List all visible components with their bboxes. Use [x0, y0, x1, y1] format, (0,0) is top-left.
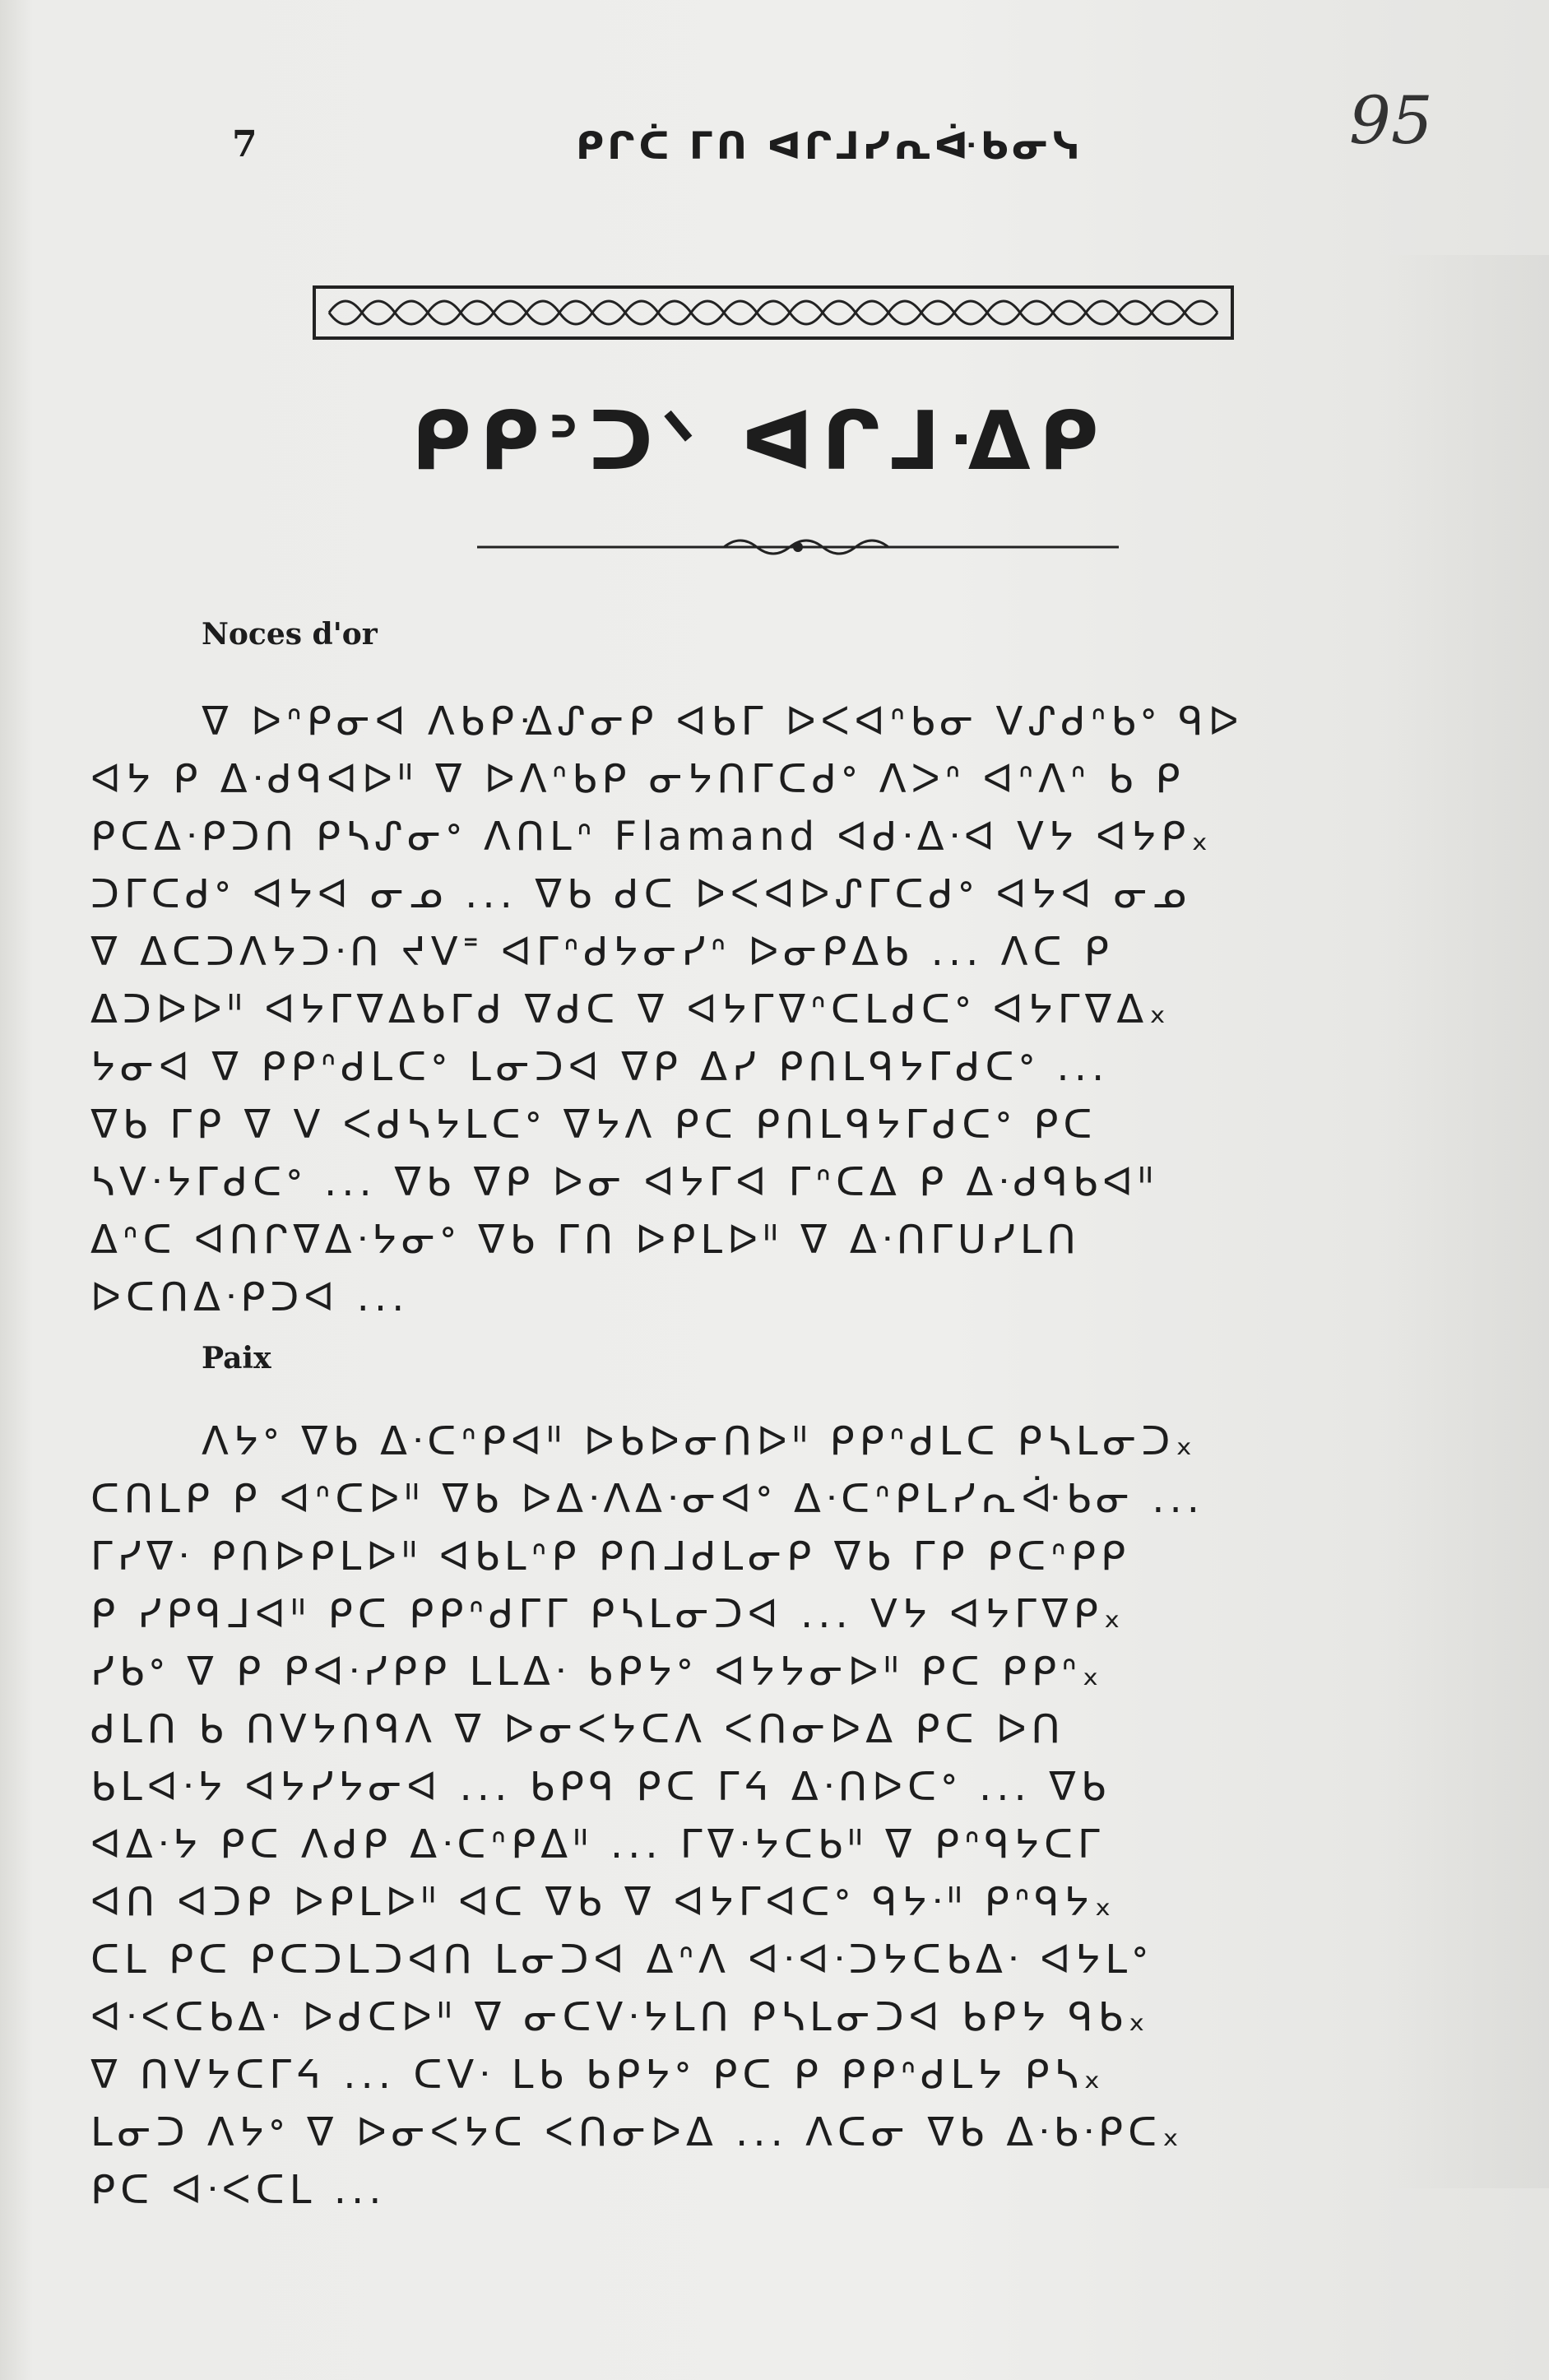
- paragraph-line: ᔭᓂᐊ ᐁ ᑭᑭᐢᑯᒪᑕᐤ ᒪᓂᑐᐊ ᐁᑭ ᐃᓯ ᑭᑎᒪᑫᔭᒥᑯᑕᐤ ...: [90, 1044, 1110, 1090]
- paragraph-line: ᐁ ᐃᑕᑐᐱᔭᑐᐧᑎ ᔪᐯᙾ ᐊᒥᐢᑯᔭᓂᓯᐢ ᐅᓂᑭᐃᑲ ... ᐱᑕ ᑭ: [90, 929, 1114, 975]
- handwritten-page-number: 95: [1349, 82, 1433, 159]
- paragraph-line: ᐱᔭᐤ ᐁᑲ ᐃᐧᑕᐢᑭᐊᐦ ᐅᑲᐅᓂᑎᐅᐦ ᑭᑭᐢᑯᒪᑕ ᑭᓴᒪᓂᑐ᙮: [202, 1418, 1198, 1464]
- decorative-ornament-band: [313, 284, 1234, 341]
- paragraph-line: ᑲᒪᐊᐧᔭ ᐊᔭᓯᔭᓂᐊ ... ᑲᑭᑫ ᑭᑕ ᒥᔦ ᐃᐧᑎᐅᑕᐤ ... ᐁᑲ: [90, 1764, 1111, 1810]
- paragraph-line: ᑐᒥᑕᑯᐤ ᐊᔭᐊ ᓂᓄ ... ᐁᑲ ᑯᑕ ᐅᐸᐊᐅᔑᒥᑕᑯᐤ ᐊᔭᐊ ᓂᓄ: [90, 871, 1191, 917]
- paragraph-line: ᓯᑲᐤ ᐁ ᑭ ᑭᐊᐧᓯᑭᑭ ᒪᒪᐃᐧ ᑲᑭᔭᐤ ᐊᔭᔭᓂᐅᐦ ᑭᑕ ᑭᑭᐢ᙮: [90, 1649, 1105, 1695]
- paragraph-line: ᑯᒪᑎ ᑲ ᑎᐯᔭᑎᑫᐱ ᐁ ᐅᓂᐸᔭᑕᐱ ᐸᑎᓂᐅᐃ ᑭᑕ ᐅᑎ: [90, 1706, 1065, 1752]
- paragraph-line: ᑭᑕᐃᐧᑭᑐᑎ ᑭᓴᔑᓂᐤ ᐱᑎᒪᐢ Flamand ᐊᑯᐧᐃᐧᐊ ᐯᔭ ᐊᔭᑭ᙮: [90, 814, 1213, 860]
- paragraph-line: ᑭᑕ ᐊᐧᐸᑕᒪ ...: [90, 2167, 387, 2213]
- paragraph-line: ᐊᔭ ᑭ ᐃᐧᑯᑫᐊᐅᐦ ᐁ ᐅᐱᐢᑲᑭ ᓂᔭᑎᒥᑕᑯᐤ ᐱᐳᐢ ᐊᐢᐱᐢ ᑲ ᑭ: [90, 756, 1185, 802]
- paragraph-line: ᐁ ᐅᐢᑭᓂᐊ ᐱᑲᑭᐎᔑᓂᑭ ᐊᑲᒥ ᐅᐸᐊᐢᑲᓂ ᐯᔑᑯᐢᑲᐤ ᑫᐅ: [202, 698, 1244, 745]
- paragraph-line: ᒪᓂᑐ ᐱᔭᐤ ᐁ ᐅᓂᐸᔭᑕ ᐸᑎᓂᐅᐃ ... ᐱᑕᓂ ᐁᑲ ᐃᐧᑲᐧᑭᑕ᙮: [90, 2109, 1185, 2155]
- paragraph-line: ᐃᑐᐅᐅᐦ ᐊᔭᒥᐁᐃᑲᒥᑯ ᐁᑯᑕ ᐁ ᐊᔭᒥᐁᐢᑕᒪᑯᑕᐤ ᐊᔭᒥᐁᐃ᙮: [90, 986, 1171, 1032]
- paragraph-line: ᐊᐃᐧᔭ ᑭᑕ ᐱᑯᑭ ᐃᐧᑕᐢᑭᐃᐦ ... ᒥᐁᐧᔭᑕᑲᐦ ᐁ ᑭᐢᑫᔭᑕᒥ: [90, 1821, 1105, 1867]
- paragraph-line: ᐊᑎ ᐊᑐᑭ ᐅᑭᒪᐅᐦ ᐊᑕ ᐁᑲ ᐁ ᐊᔭᒥᐊᑕᐤ ᑫᔭᐧᐦ ᑭᐢᑫᔭ᙮: [90, 1879, 1117, 1925]
- paragraph-line: ᐃᐢᑕ ᐊᑎᒋᐁᐃᐧᔭᓂᐤ ᐁᑲ ᒥᑎ ᐅᑭᒪᐅᐦ ᐁ ᐃᐧᑎᒥᑌᓯᒪᑎ: [90, 1217, 1081, 1263]
- main-title: ᑭᑭᐣᑐᐠ ᐊᒋᒧᐎᑭ: [411, 395, 1107, 489]
- paragraph-line: ᓴᐯᐧᔭᒥᑯᑕᐤ ... ᐁᑲ ᐁᑭ ᐅᓂ ᐊᔭᒥᐊ ᒥᐢᑕᐃ ᑭ ᐃᐧᑯᑫᑲᐊᐦ: [90, 1159, 1158, 1205]
- paragraph-line: ᐁ ᑎᐯᔭᑕᒥᔦ ... ᑕᐯᐧ ᒪᑲ ᑲᑭᔭᐤ ᑭᑕ ᑭ ᑭᑭᐢᑯᒪᔭ ᑭᓴ᙮: [90, 2052, 1106, 2098]
- paragraph-line: ᑕᒪ ᑭᑕ ᑭᑕᑐᒪᑐᐊᑎ ᒪᓂᑐᐊ ᐃᐢᐱ ᐊᐧᐊᐧᑐᔭᑕᑲᐃᐧ ᐊᔭᒪᐤ: [90, 1937, 1152, 1983]
- paragraph-line: ᐁᑲ ᒥᑭ ᐁ ᐯ ᐸᑯᓴᔭᒪᑕᐤ ᐁᔭᐱ ᑭᑕ ᑭᑎᒪᑫᔭᒥᑯᑕᐤ ᑭᑕ: [90, 1102, 1097, 1148]
- paragraph-line: ᑕᑎᒪᑭ ᑭ ᐊᐢᑕᐅᐦ ᐁᑲ ᐅᐃᐧᐱᐃᐧᓂᐊᐤ ᐃᐧᑕᐢᑭᒪᓯᕆᐚᑲᓂ ...: [90, 1476, 1205, 1522]
- paragraph-line: ᒥᓯᐁᐧ ᑭᑎᐅᑭᒪᐅᐦ ᐊᑲᒪᐢᑭ ᑭᑎᒧᑯᒪᓂᑭ ᐁᑲ ᒥᑭ ᑭᑕᐢᑭᑭ: [90, 1533, 1131, 1580]
- section-heading-paix: Paix: [202, 1341, 271, 1376]
- paragraph-line: ᐊᐧᐸᑕᑲᐃᐧ ᐅᑯᑕᐅᐦ ᐁ ᓂᑕᐯᐧᔭᒪᑎ ᑭᓴᒪᓂᑐᐊ ᑲᑭᔭ ᑫᑲ᙮: [90, 1994, 1151, 2040]
- header-left-number: 7: [232, 123, 257, 165]
- section-heading-noces-dor: Noces d'or: [202, 617, 378, 652]
- title-divider-flourish: [477, 531, 1119, 564]
- running-header-title: ᑭᒋᑖ ᒥᑎ ᐊᒋᒧᓯᕆᐚᑲᓂᓭ: [576, 123, 1083, 168]
- paragraph-line: ᑭ ᓯᑭᑫᒧᐊᐦ ᑭᑕ ᑭᑭᐢᑯᒥᒥ ᑭᓴᒪᓂᑐᐊ ... ᐯᔭ ᐊᔭᒥᐁᑭ᙮: [90, 1591, 1126, 1637]
- paragraph-line: ᐅᑕᑎᐃᐧᑭᑐᐊ ...: [90, 1274, 410, 1320]
